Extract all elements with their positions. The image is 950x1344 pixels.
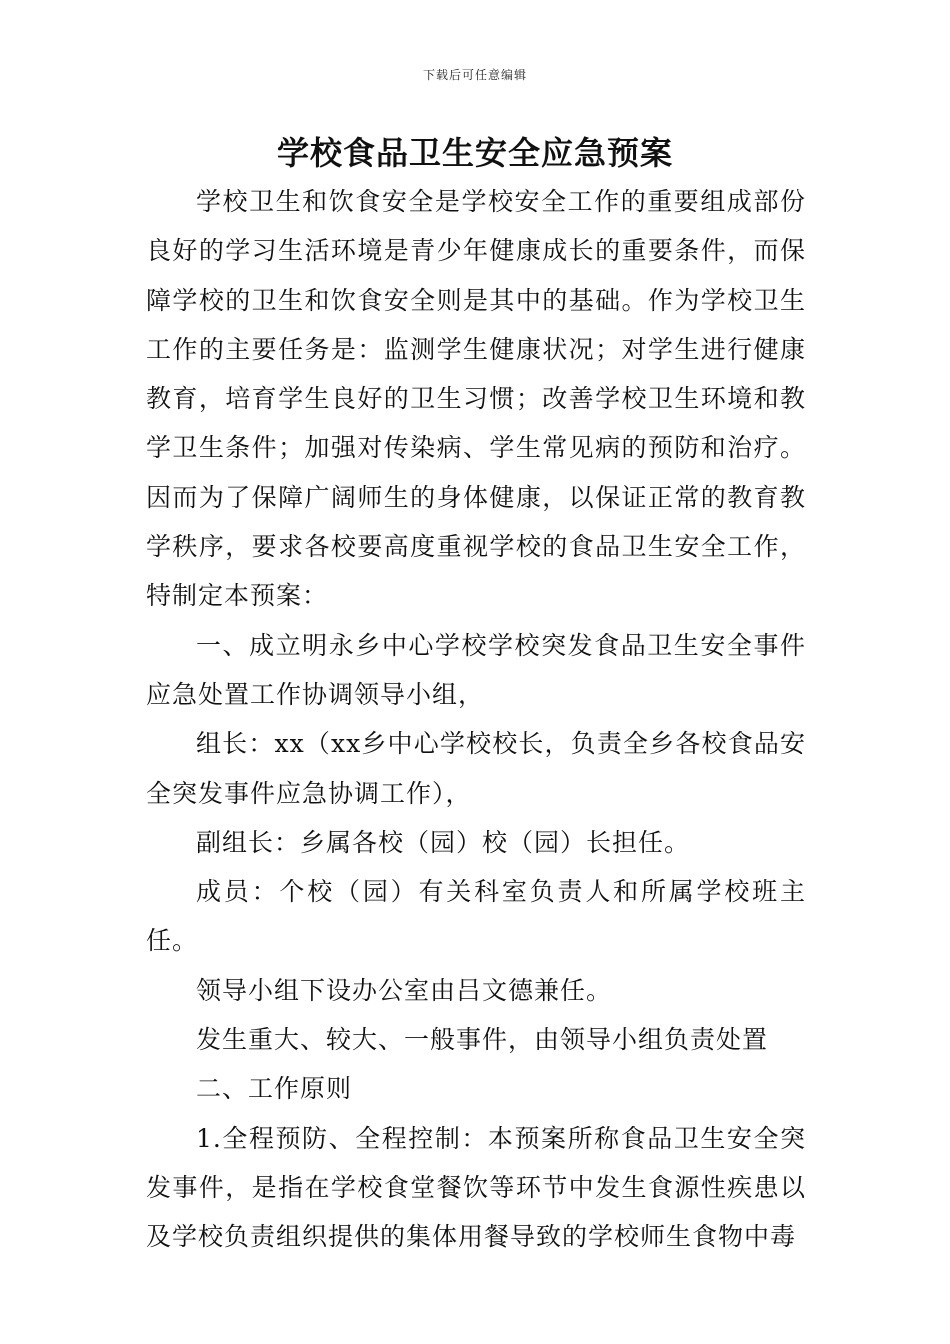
section-one-heading: 一、成立明永乡中心学校学校突发食品卫生安全事件应急处置工作协调领导小组， [146,630,806,709]
document-body [146,177,806,1262]
leader-paragraph: 组长：xx（xx乡中心学校校长，负责全乡各校食品安全突发事件应急协调工作）， [146,729,806,808]
deputy-leader-paragraph: 副组长：乡属各校（园）校（园）长担任。 [196,827,691,857]
document-title: 学校食品卫生安全应急预案 [276,134,673,172]
incident-handling-paragraph: 发生重大、较大、一般事件，由领导小组负责处置 [196,1025,769,1055]
principle-one-paragraph: 1.全程预防、全程控制：本预案所称食品卫生安全突发事件，是指在学校食堂餐饮等环节中发生食源性疾患以及学校负责组织提供的集体用餐导致的学校师生食物中毒 [146,1123,806,1252]
office-paragraph: 领导小组下设办公室由吕文德兼任。 [196,975,613,1005]
header-note: 下载后可任意编辑 [422,68,527,82]
section-two-heading: 二、工作原则 [196,1074,353,1104]
members-paragraph: 成员：个校（园）有关科室负责人和所属学校班主任。 [146,877,806,956]
intro-paragraph: 学校卫生和饮食安全是学校安全工作的重要组成部份良好的学习生活环境是青少年健康成长的重要条件，而保障学校的卫生和饮食安全则是其中的基础。作为学校卫生工作的主要任务是：监测学生健康状况；对学生进行健康教育，培育学生良好的卫生习惯；改善学校卫生环境和教学卫生条件；加强对传染病、学生常见病的预防和治疗。因而为了保障广阔师生的身体健康，以保证正常的教育教学秩序，要求各校要高度重视学校的食品卫生安全工作，特制定本预案： [146,187,806,611]
